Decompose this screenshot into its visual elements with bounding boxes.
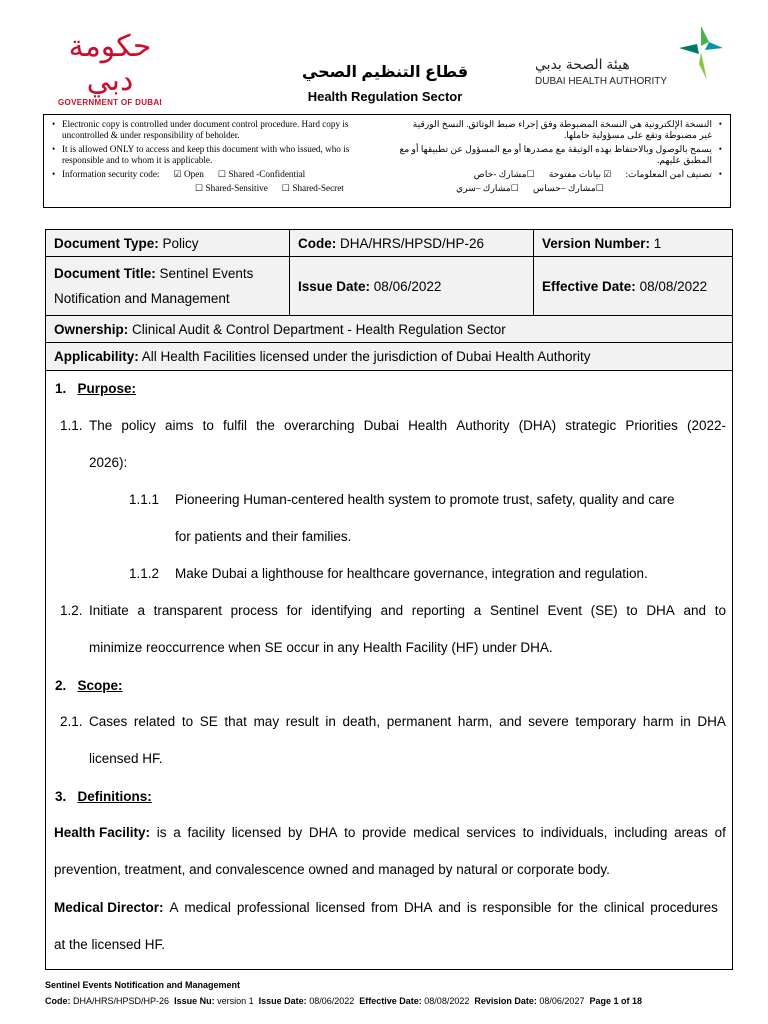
- word: Priorities: [625, 418, 678, 433]
- notice-english: [50, 119, 380, 194]
- word: in: [325, 714, 336, 729]
- notice-item: • يسمح بالوصول وبالاحتفاظ بهذه الوثيقة مع مصدرها أو مع المسؤول عن تطبيقها أو مع المطبق عليهم.: [399, 144, 724, 166]
- word: severe: [528, 714, 569, 729]
- policy-body: [45, 362, 733, 970]
- word: harm,: [457, 714, 493, 729]
- word: in: [680, 714, 691, 729]
- sector-title: [250, 63, 520, 104]
- word: responsible: [482, 900, 552, 915]
- word: medical: [413, 825, 460, 840]
- dha-logo-english: DUBAI HEALTH AUTHORITY: [535, 76, 668, 87]
- ownership-cell: Ownership: Clinical Audit & Control Department - Health Regulation Sector: [46, 316, 733, 343]
- paragraph-1-2-line2: minimize reoccurrence when SE occur in any Health Facility (HF) under DHA.: [89, 640, 553, 655]
- word: individuals,: [540, 825, 608, 840]
- word: A: [169, 900, 179, 915]
- item-number: 2.1.: [60, 714, 83, 729]
- word: DHA: [646, 603, 675, 618]
- paragraph-1-2-line1: [89, 603, 726, 618]
- word: for: [557, 900, 574, 915]
- word: Health: [408, 418, 448, 433]
- security-code-option: ☑ Open: [173, 169, 204, 179]
- word: strategic: [565, 418, 617, 433]
- dha-emblem-icon: [677, 24, 725, 82]
- word: Event: [547, 603, 582, 618]
- definition-health-facility-line1: [54, 825, 726, 840]
- security-code-option: ☐ Shared-Secret: [281, 183, 344, 193]
- security-code-option: ☐مشارك -خاص: [473, 169, 535, 179]
- item-number: 1.1.2: [129, 566, 160, 581]
- word: death,: [342, 714, 381, 729]
- dha-logo: [535, 24, 725, 86]
- section-heading-definitions: 3. Definitions:: [55, 789, 152, 804]
- gov-logo-arabic: حكومة دبي: [68, 29, 152, 98]
- word: and: [499, 714, 522, 729]
- paragraph-2-1-line2: licensed HF.: [89, 751, 163, 766]
- document-title-cell: Document Title: Sentinel Events Notification and Management: [46, 257, 290, 316]
- word: licensed: [315, 900, 366, 915]
- word: DHA: [308, 825, 338, 840]
- word: to: [626, 603, 638, 618]
- footer-title: Sentinel Events Notification and Management: [45, 980, 241, 990]
- notice-item: • النسخة الإلكترونية هي النسخة المضبوطة وفق إجراء ضبط الوثائق. النسخ الورقية غير مضبوطة وتقع على مسؤولية حاملها.: [399, 119, 724, 141]
- word: transparent: [153, 603, 222, 618]
- word: overarching: [284, 418, 355, 433]
- definition-medical-director-line1: [54, 900, 718, 915]
- security-code-label: • Information security code:: [62, 169, 160, 179]
- word: to: [522, 825, 534, 840]
- word: permanent: [386, 714, 452, 729]
- effective-date-cell: Effective Date: 08/08/2022: [534, 257, 733, 316]
- word: procedures: [650, 900, 718, 915]
- code-cell: Code: DHA/HRS/HPSD/HP-26: [290, 230, 534, 257]
- notice-item-security: [399, 169, 724, 180]
- footer-meta: Code: DHA/HRS/HPSD/HP-26 Issue Nu: version 1 Issue Date: 08/06/2022 Effective Date: 08/08/2022 Revision Date: 08/06/2027 Page 1 of 18: [45, 996, 642, 1006]
- word: temporary: [575, 714, 637, 729]
- item-number: 1.1.1: [129, 492, 160, 507]
- word: provide: [362, 825, 407, 840]
- word: to: [344, 825, 356, 840]
- paragraph-1-1-2: Make Dubai a lighthouse for healthcare governance, integration and regulation.: [175, 566, 648, 581]
- issue-date-cell: Issue Date: 08/06/2022: [290, 257, 534, 316]
- paragraph-1-1-line1: [89, 418, 726, 433]
- document-control-notice: [43, 114, 731, 208]
- word: the: [579, 900, 598, 915]
- definition-term: Health Facility:: [54, 825, 151, 840]
- document-type-cell: Document Type: Policy: [46, 230, 290, 257]
- word: harm: [642, 714, 674, 729]
- word: from: [371, 900, 399, 915]
- word: Initiate: [89, 603, 129, 618]
- word: SE: [199, 714, 218, 729]
- word: a: [173, 825, 181, 840]
- page-number: Page 1 of 18: [589, 996, 642, 1006]
- word: for: [286, 603, 303, 618]
- word: Dubai: [363, 418, 399, 433]
- word: of: [714, 825, 726, 840]
- word: facility: [187, 825, 225, 840]
- word: policy: [121, 418, 156, 433]
- paragraph-1-1-1-line2: for patients and their families.: [175, 529, 352, 544]
- word: (DHA): [518, 418, 557, 433]
- paragraph-2-1-line1: [89, 714, 726, 729]
- word: and: [380, 603, 404, 618]
- notice-item-security: [50, 169, 380, 180]
- word: aims: [165, 418, 194, 433]
- security-code-option: ☐مشارك –سري: [456, 183, 520, 193]
- word: reporting: [411, 603, 466, 618]
- paragraph-1-1-line2: 2026):: [89, 455, 128, 470]
- word: that: [224, 714, 247, 729]
- version-cell: Version Number: 1: [534, 230, 733, 257]
- word: professional: [236, 900, 310, 915]
- item-number: 1.2.: [60, 603, 83, 618]
- section-heading-purpose: 1. Purpose:: [55, 381, 137, 396]
- word: related: [133, 714, 176, 729]
- word: result: [285, 714, 319, 729]
- dha-logo-arabic: هيئة الصحة بدبي: [535, 56, 630, 72]
- word: DHA: [403, 900, 433, 915]
- word: a: [137, 603, 145, 618]
- word: by: [287, 825, 303, 840]
- word: (SE): [590, 603, 618, 618]
- word: Authority: [456, 418, 510, 433]
- sector-title-english: Health Regulation Sector: [307, 89, 463, 104]
- notice-arabic: [399, 119, 724, 194]
- word: services: [466, 825, 516, 840]
- section-heading-scope: 2. Scope:: [55, 678, 123, 693]
- notice-item: • Electronic copy is controlled under document control procedure. Hard copy is uncontrolled & under responsibility of beholder.: [50, 119, 380, 141]
- word: may: [253, 714, 280, 729]
- document-info-table: [45, 229, 733, 371]
- applicability-cell: Applicability: All Health Facilities licensed under the jurisdiction of Dubai Health Authority: [46, 343, 733, 371]
- gov-logo-english: GOVERNMENT OF DUBAI: [58, 98, 162, 107]
- definition-term: Medical Director:: [54, 900, 164, 915]
- word: identifying: [311, 603, 372, 618]
- word: and: [438, 900, 461, 915]
- notice-item: • It is allowed ONLY to access and keep this document with who issued, who is responsible and to whom it is applicable.: [50, 144, 380, 166]
- word: is: [156, 825, 167, 840]
- word: process: [230, 603, 278, 618]
- word: to: [181, 714, 194, 729]
- sector-title-arabic: قطاع التنظيم الصحي: [301, 64, 469, 81]
- page-footer: [45, 980, 745, 1006]
- word: including: [614, 825, 668, 840]
- word: Cases: [89, 714, 128, 729]
- security-code-option: ☑ بيانات مفتوحة: [548, 169, 612, 179]
- page-header: [0, 0, 768, 115]
- government-of-dubai-logo: [50, 30, 170, 107]
- word: clinical: [603, 900, 645, 915]
- definition-medical-director-line2: at the licensed HF.: [54, 937, 166, 952]
- word: a: [473, 603, 482, 618]
- word: medical: [184, 900, 231, 915]
- word: and: [683, 603, 707, 618]
- security-code-option: ☐مشارك –حساس: [533, 183, 604, 193]
- word: Sentinel: [489, 603, 539, 618]
- paragraph-1-1-1-line1: Pioneering Human-centered health system to promote trust, safety, quality and care: [175, 492, 675, 507]
- word: areas: [674, 825, 708, 840]
- security-code-option: ☐ Shared -Confidential: [217, 169, 306, 179]
- word: The: [89, 418, 113, 433]
- word: is: [466, 900, 477, 915]
- security-code-label: • تصنيف امن المعلومات:: [625, 169, 712, 179]
- security-code-option: ☐ Shared-Sensitive: [195, 183, 268, 193]
- word: fulfil: [223, 418, 248, 433]
- word: DHA: [697, 714, 726, 729]
- word: licensed: [231, 825, 282, 840]
- word: to: [202, 418, 214, 433]
- word: to: [714, 603, 726, 618]
- item-number: 1.1.: [60, 418, 83, 433]
- word: (2022-: [686, 418, 726, 433]
- word: the: [256, 418, 275, 433]
- definition-health-facility-line2: prevention, treatment, and convalescence owned and managed by natural or corporate body.: [54, 862, 610, 877]
